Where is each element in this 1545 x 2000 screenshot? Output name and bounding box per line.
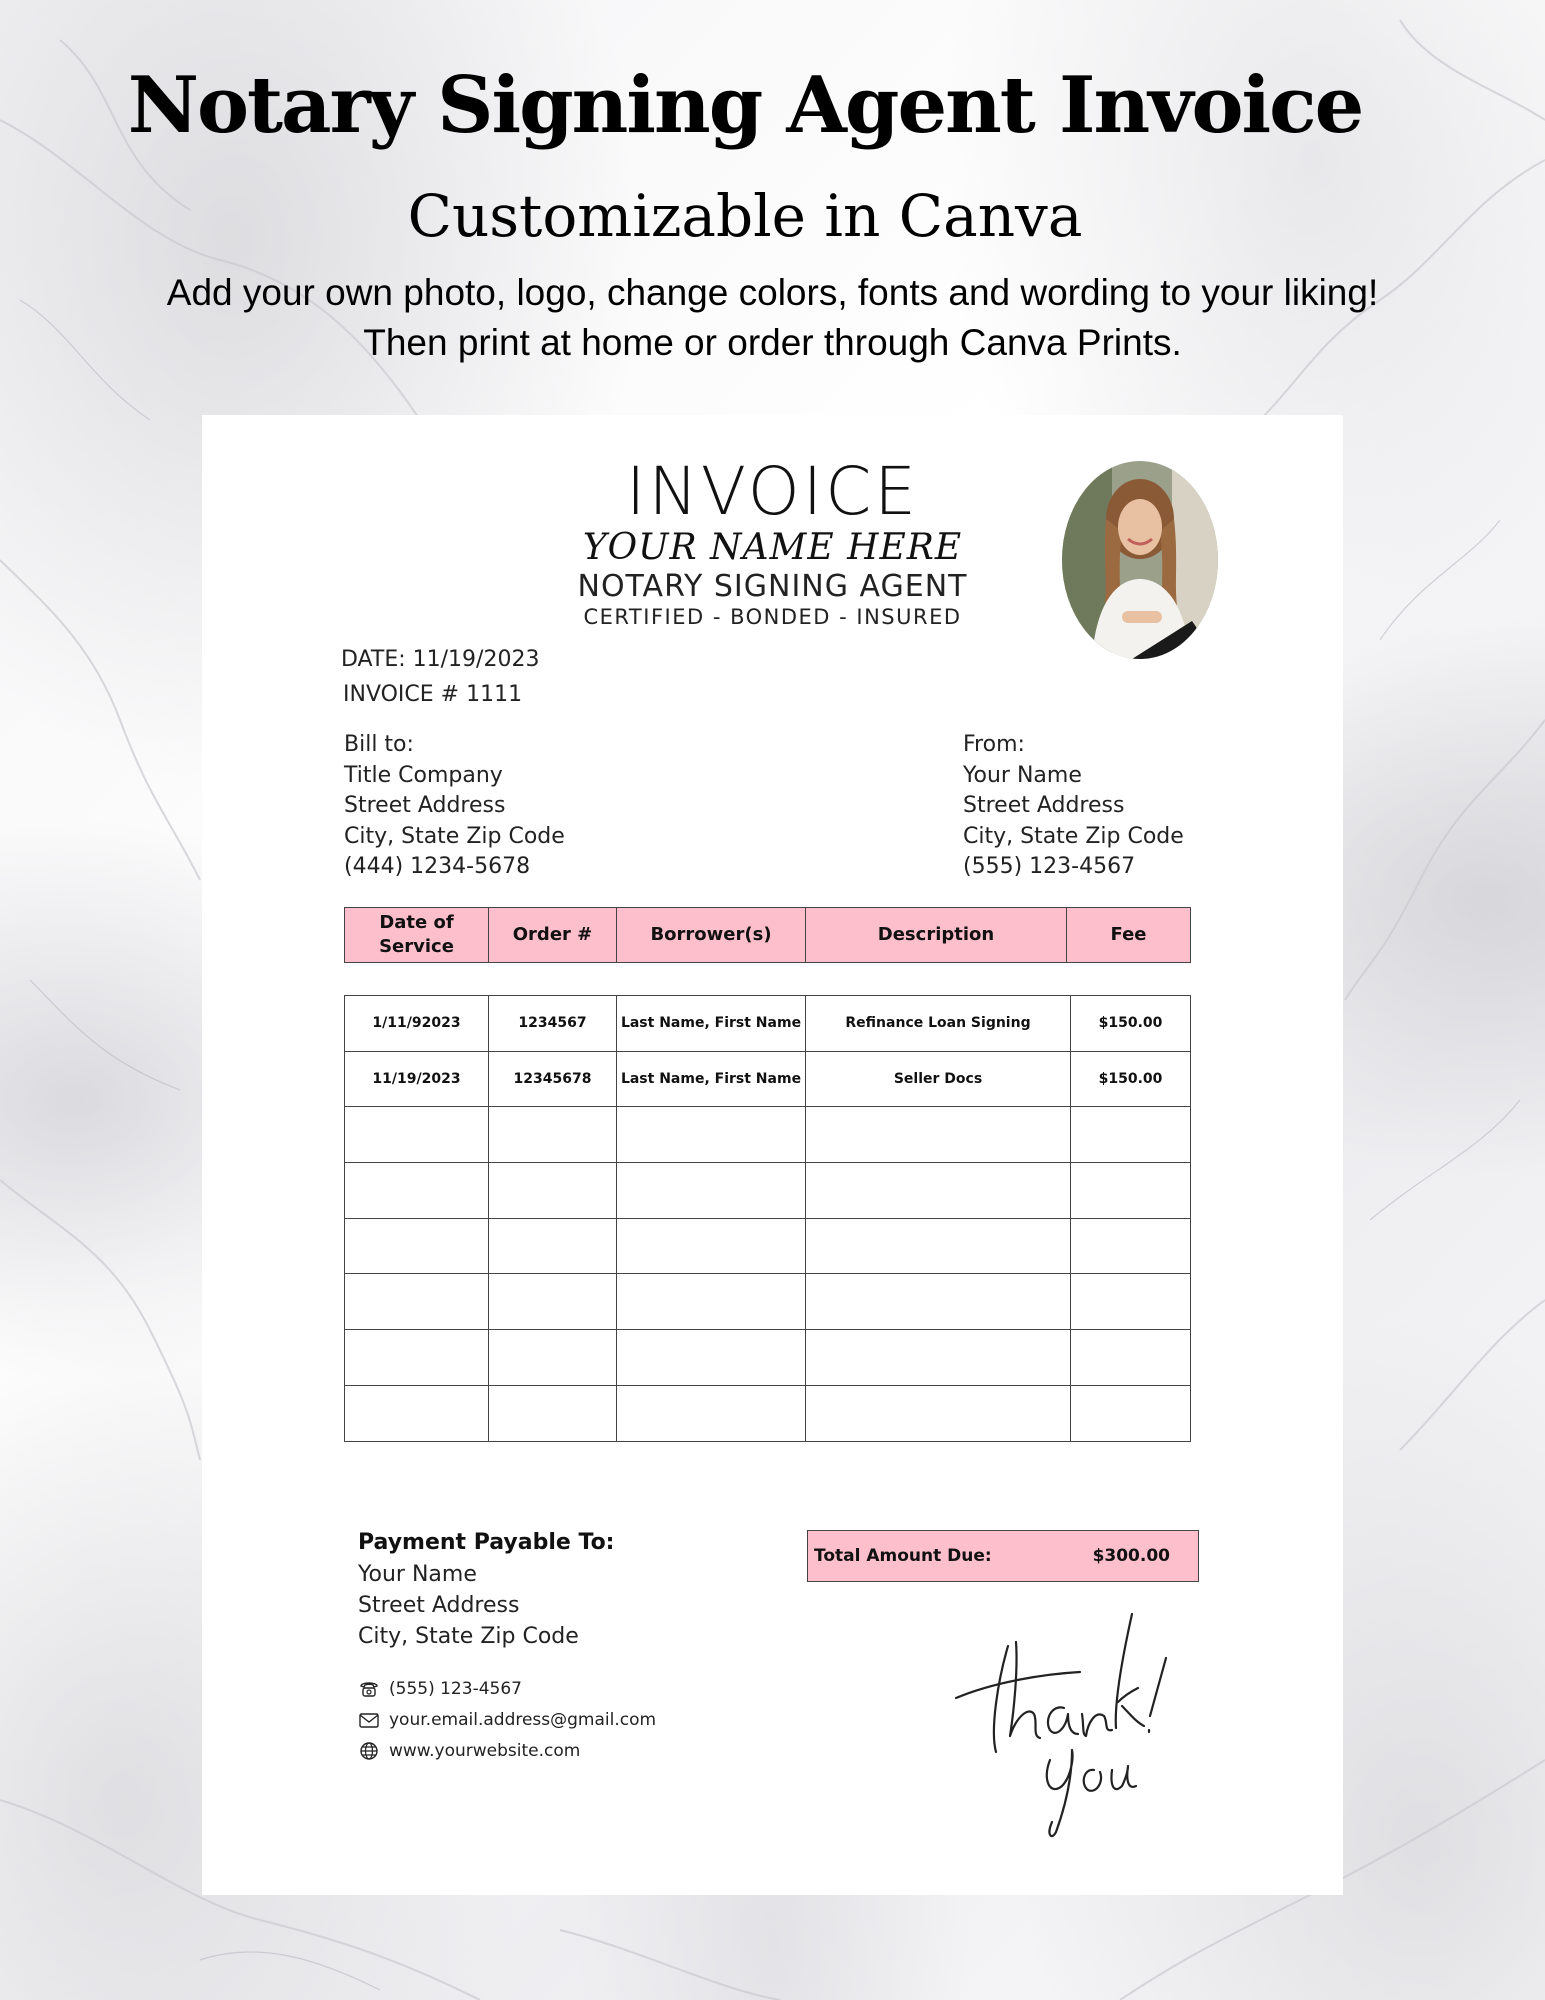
header-borrowers: Borrower(s) bbox=[617, 908, 806, 963]
cell-fee[interactable]: $150.00 bbox=[1071, 1051, 1191, 1107]
table-row bbox=[345, 1218, 1191, 1274]
payment-line: Street Address bbox=[358, 1593, 520, 1618]
contact-email[interactable] bbox=[358, 1704, 656, 1735]
header-order-number: Order # bbox=[489, 908, 617, 963]
contact-phone-text: (555) 123-4567 bbox=[389, 1678, 522, 1699]
cell-order[interactable] bbox=[489, 1385, 617, 1441]
cell-borrower[interactable] bbox=[617, 1385, 806, 1441]
cell-order[interactable] bbox=[489, 1107, 617, 1163]
table-row bbox=[345, 1163, 1191, 1219]
business-role: NOTARY SIGNING AGENT bbox=[577, 569, 968, 604]
cell-order[interactable] bbox=[489, 1274, 617, 1330]
items-table-header bbox=[344, 907, 1191, 963]
table-row bbox=[345, 996, 1191, 1052]
cell-borrower[interactable] bbox=[617, 1274, 806, 1330]
description-line-1: Add your own photo, logo, change colors, fonts and wording to your liking! bbox=[166, 272, 1379, 313]
cell-date[interactable] bbox=[345, 1385, 489, 1441]
cell-date[interactable]: 11/19/2023 bbox=[345, 1051, 489, 1107]
cell-description[interactable] bbox=[806, 1330, 1071, 1386]
from-line: (555) 123-4567 bbox=[963, 854, 1136, 879]
items-table bbox=[344, 995, 1191, 1442]
from-line: Street Address bbox=[963, 793, 1125, 818]
cell-borrower[interactable]: Last Name, First Name bbox=[617, 1051, 806, 1107]
table-row bbox=[345, 1330, 1191, 1386]
cell-fee[interactable] bbox=[1071, 1274, 1191, 1330]
envelope-icon bbox=[358, 1709, 380, 1731]
business-name: YOUR NAME HERE bbox=[582, 527, 963, 568]
table-row bbox=[345, 1274, 1191, 1330]
from-block bbox=[963, 730, 1184, 883]
cell-description[interactable] bbox=[806, 1218, 1071, 1274]
total-amount-box bbox=[807, 1530, 1199, 1582]
cell-order[interactable] bbox=[489, 1163, 617, 1219]
cell-order[interactable] bbox=[489, 1330, 617, 1386]
cell-date[interactable] bbox=[345, 1274, 489, 1330]
table-row bbox=[345, 1107, 1191, 1163]
thank-you-signature bbox=[954, 1610, 1184, 1840]
cell-fee[interactable] bbox=[1071, 1107, 1191, 1163]
cell-borrower[interactable] bbox=[617, 1107, 806, 1163]
cell-description[interactable] bbox=[806, 1385, 1071, 1441]
header-description: Description bbox=[806, 908, 1067, 963]
cell-fee[interactable] bbox=[1071, 1330, 1191, 1386]
invoice-heading: INVOICE bbox=[625, 453, 920, 530]
from-label: From: bbox=[963, 732, 1025, 757]
table-row bbox=[345, 1385, 1191, 1441]
cell-order[interactable] bbox=[489, 1218, 617, 1274]
bill-to-label: Bill to: bbox=[344, 732, 414, 757]
cell-fee[interactable]: $150.00 bbox=[1071, 996, 1191, 1052]
bill-to-line: Street Address bbox=[344, 793, 506, 818]
table-row bbox=[345, 1051, 1191, 1107]
business-tagline: CERTIFIED - BONDED - INSURED bbox=[583, 605, 962, 629]
cell-borrower[interactable] bbox=[617, 1218, 806, 1274]
invoice-document bbox=[202, 415, 1343, 1895]
cell-fee[interactable] bbox=[1071, 1163, 1191, 1219]
cell-description[interactable]: Refinance Loan Signing bbox=[806, 996, 1071, 1052]
invoice-date: DATE: 11/19/2023 bbox=[341, 647, 540, 672]
cell-date[interactable] bbox=[345, 1163, 489, 1219]
cell-borrower[interactable] bbox=[617, 1330, 806, 1386]
contact-website-text: www.yourwebsite.com bbox=[389, 1740, 581, 1761]
contact-block bbox=[358, 1673, 656, 1766]
profile-photo[interactable] bbox=[1062, 461, 1218, 659]
cell-description[interactable] bbox=[806, 1274, 1071, 1330]
cell-fee[interactable] bbox=[1071, 1385, 1191, 1441]
header-date-of-service: Date of Service bbox=[345, 908, 489, 963]
cell-date[interactable] bbox=[345, 1107, 489, 1163]
bill-to-line: City, State Zip Code bbox=[344, 823, 565, 849]
cell-fee[interactable] bbox=[1071, 1218, 1191, 1274]
cell-date[interactable] bbox=[345, 1218, 489, 1274]
contact-phone[interactable] bbox=[358, 1673, 656, 1704]
bill-to-line: Title Company bbox=[344, 762, 503, 788]
cell-borrower[interactable]: Last Name, First Name bbox=[617, 996, 806, 1052]
cell-borrower[interactable] bbox=[617, 1163, 806, 1219]
cell-order[interactable]: 12345678 bbox=[489, 1051, 617, 1107]
total-label: Total Amount Due: bbox=[814, 1546, 992, 1566]
from-line: City, State Zip Code bbox=[963, 823, 1184, 849]
payment-block bbox=[358, 1530, 614, 1652]
description-line-2: Then print at home or order through Canva Prints. bbox=[363, 322, 1182, 363]
payment-title: Payment Payable To: bbox=[358, 1530, 615, 1555]
phone-icon bbox=[358, 1678, 380, 1700]
cell-description[interactable] bbox=[806, 1163, 1071, 1219]
total-value: $300.00 bbox=[1092, 1546, 1170, 1566]
invoice-number: INVOICE # 1111 bbox=[343, 682, 523, 707]
page-title: Notary Signing Agent Invoice bbox=[127, 60, 1363, 151]
payment-line: Your Name bbox=[358, 1562, 477, 1587]
contact-email-text: your.email.address@gmail.com bbox=[389, 1709, 657, 1730]
cell-date[interactable]: 1/11/92023 bbox=[345, 996, 489, 1052]
cell-order[interactable]: 1234567 bbox=[489, 996, 617, 1052]
from-line: Your Name bbox=[963, 762, 1082, 788]
cell-description[interactable] bbox=[806, 1107, 1071, 1163]
bill-to-line: (444) 1234-5678 bbox=[344, 854, 531, 879]
payment-line: City, State Zip Code bbox=[358, 1624, 579, 1649]
cell-date[interactable] bbox=[345, 1330, 489, 1386]
globe-icon bbox=[358, 1740, 380, 1762]
page-subtitle: Customizable in Canva bbox=[407, 182, 1083, 250]
cell-description[interactable]: Seller Docs bbox=[806, 1051, 1071, 1107]
contact-website[interactable] bbox=[358, 1735, 656, 1766]
bill-to-block bbox=[344, 730, 565, 883]
header-fee: Fee bbox=[1067, 908, 1191, 963]
